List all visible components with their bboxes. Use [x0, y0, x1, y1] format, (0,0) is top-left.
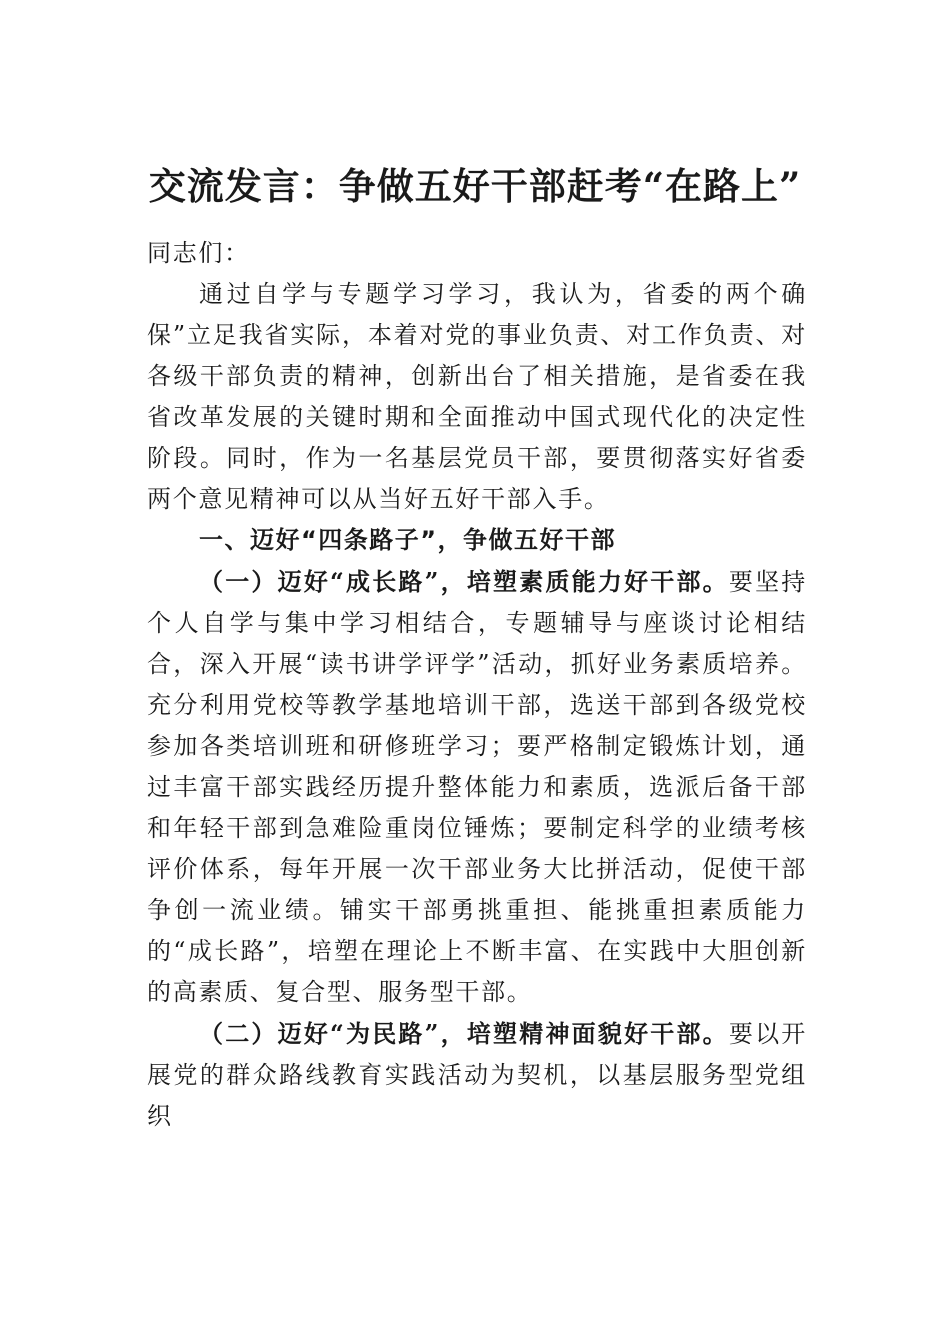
subsection-lead-1: （一）迈好“成长路”，培塑素质能力好干部。 — [199, 567, 729, 596]
subsection-paragraph-2 — [147, 1013, 807, 1137]
salutation: 同志们： — [147, 239, 250, 267]
intro-paragraph: 通过自学与专题学习学习，我认为，省委的两个确保”立足我省实际，本着对党的事业负责、对工作负责、对各级干部负责的精神，创新出台了相关措施，是省委在我省改革发展的关键时期和全面推动中国式现代化的决定性阶段。同时，作为一名基层党员干部，要贯彻落实好省委两个意见精神可以从当好五好干部入手。 — [147, 280, 807, 513]
section-heading-1: 一、迈好“四条路子”，争做五好干部 — [199, 526, 617, 554]
document-title: 交流发言：争做五好干部赶考“在路上” — [148, 164, 802, 208]
subsection-body-2: 要以开展党的群众路线教育实践活动为契机，以基层服务型党组织 — [147, 1020, 807, 1130]
subsection-body-1: 要坚持个人自学与集中学习相结合，专题辅导与座谈讨论相结合，深入开展“读书讲学评学”活动，抓好业务素质培养。充分利用党校等教学基地培训干部，选送干部到各级党校参加各类培训班和研修班学习；要严格制定锻炼计划，通过丰富干部实践经历提升整体能力和素质，选派后备干部和年轻干部到急难险重岗位锤炼；要制定科学的业绩考核评价体系，每年开展一次干部业务大比拼活动，促使干部争创一流业绩。铺实干部勇挑重担、能挑重担素质能力的“成长路”，培塑在理论上不断丰富、在实践中大胆创新的高素质、复合型、服务型干部。 — [147, 568, 807, 1006]
subsection-paragraph-1 — [147, 561, 807, 1013]
document-body — [147, 233, 807, 1137]
subsection-lead-2: （二）迈好“为民路”，培塑精神面貌好干部。 — [199, 1019, 729, 1048]
